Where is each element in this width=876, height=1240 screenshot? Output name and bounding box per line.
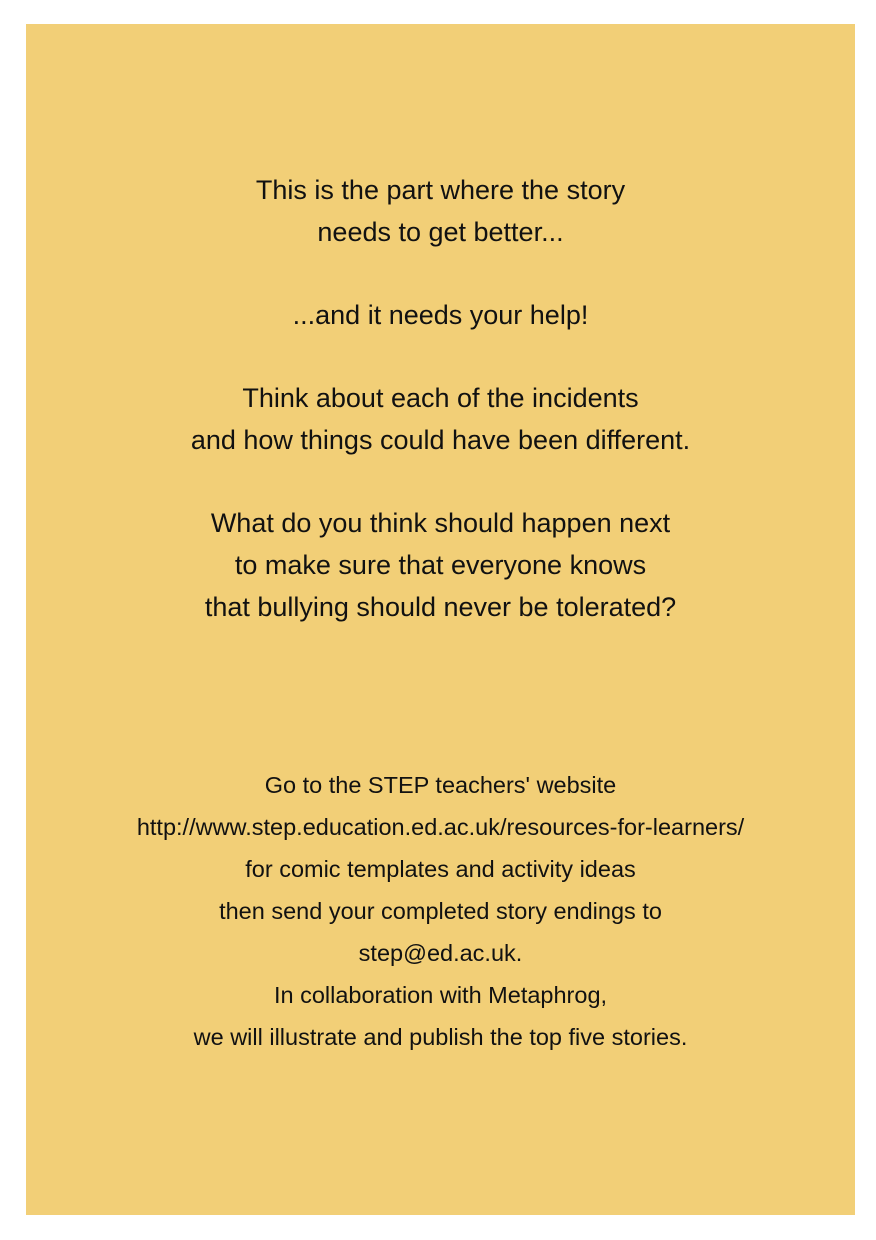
info-line-publish: we will illustrate and publish the top five stories. (193, 1024, 688, 1050)
info-paragraph (26, 764, 855, 1058)
page-panel (26, 24, 855, 1215)
resources-url-link[interactable]: http://www.step.education.ed.ac.uk/resources-for-learners/ (136, 814, 745, 840)
info-line-website: Go to the STEP teachers' website (264, 772, 617, 798)
info-line-templates: for comic templates and activity ideas (245, 856, 636, 882)
intro-line: that bullying should never be tolerated? (204, 592, 677, 622)
info-line-collaboration: In collaboration with Metaphrog, (273, 982, 608, 1008)
intro-line: Think about each of the incidents (242, 383, 639, 413)
intro-line: What do you think should happen next (210, 508, 671, 538)
intro-line: and how things could have been different. (190, 425, 691, 455)
intro-paragraph-incidents (26, 377, 855, 461)
intro-line: needs to get better... (317, 217, 564, 247)
intro-paragraph-help (26, 294, 855, 336)
intro-line: to make sure that everyone knows (234, 550, 647, 580)
intro-line: This is the part where the story (255, 175, 626, 205)
email-link[interactable]: step@ed.ac.uk. (358, 940, 523, 966)
info-line-send: then send your completed story endings to (219, 898, 662, 924)
intro-line: ...and it needs your help! (292, 300, 589, 330)
intro-paragraph-question (26, 502, 855, 628)
intro-paragraph-story (26, 169, 855, 253)
